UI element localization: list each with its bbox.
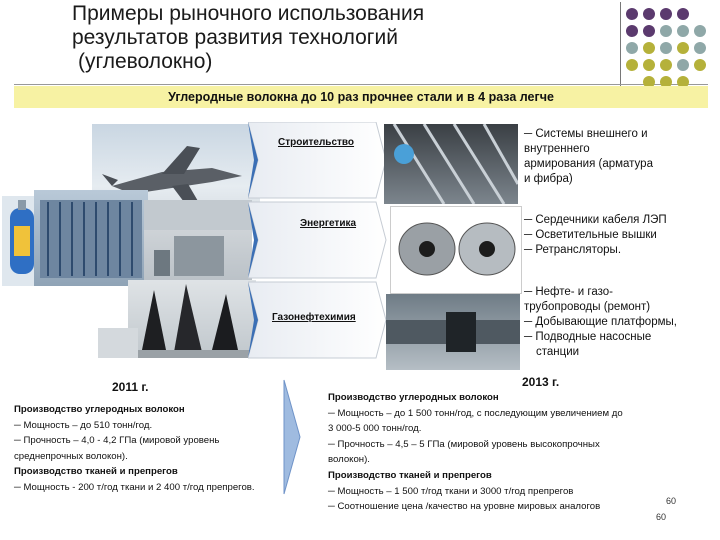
prod-line: Производство углеродных волокон (14, 404, 185, 415)
prod-line: ─ Мощность – до 1 500 тонн/год, с последующим увеличением до (328, 407, 623, 419)
dot-icon (626, 25, 638, 37)
factory-hall-photo (144, 200, 252, 286)
dot-icon (677, 8, 689, 20)
dot-icon (677, 25, 689, 37)
prod-line: ─ Мощность - 200 т/год ткани и 2 400 т/год препрегов. (14, 481, 255, 493)
title-line-1: Примеры рыночного использования (72, 2, 425, 25)
title-divider-vertical (620, 2, 621, 88)
slide-title (72, 2, 592, 74)
dot-icon (694, 59, 706, 71)
bullet-line: ─ Системы внешнего и (524, 128, 648, 140)
bullet-line: внутреннего (524, 143, 590, 155)
dot-icon (626, 8, 638, 20)
reinforcement-photo (384, 124, 518, 204)
dot-icon (626, 59, 638, 71)
dot-icon (660, 42, 672, 54)
dot-icon (694, 42, 706, 54)
prod-line: среднепрочных волокон). (14, 450, 128, 462)
dot-icon (677, 59, 689, 71)
dot-icon (694, 25, 706, 37)
title-line-3: (углеволокно) (78, 50, 213, 73)
dot-icon (626, 42, 638, 54)
dot-icon (660, 59, 672, 71)
bullet-line: ─ Добывающие платформы, (524, 316, 677, 328)
prod-line: ─ Мощность – 1 500 т/год ткани и 3000 т/год препрегов (328, 485, 574, 497)
carbon-parts-photo (128, 280, 256, 358)
bullets-energy (524, 213, 667, 258)
pipeline-repair-photo (386, 294, 520, 370)
bullet-line: ─ Сердечники кабеля ЛЭП (524, 214, 667, 226)
dot-icon (660, 8, 672, 20)
dot-icon (643, 59, 655, 71)
page-number: 60 (666, 496, 677, 506)
dot-icon (643, 8, 655, 20)
bullet-line: ─ Нефте- и газо- (524, 286, 614, 298)
prod-line: Производство тканей и препрегов (328, 469, 492, 481)
workshop-photo (98, 328, 138, 358)
prod-line: ─ Соотношение цена /качество на уровне мировых аналогов (328, 501, 601, 513)
bullets-petrochemical (524, 285, 677, 360)
bullet-line: ─ Осветительные вышки (524, 229, 657, 241)
production-2011 (14, 402, 255, 496)
prod-line: Производство углеродных волокон (328, 392, 499, 403)
dot-icon (643, 25, 655, 37)
prod-line: Производство тканей и препрегов (14, 466, 178, 478)
bullet-line: и фибра) (524, 173, 573, 185)
year-2013: 2013 г. (522, 375, 560, 389)
sector-label-energy: Энергетика (300, 218, 357, 229)
dot-icon (677, 42, 689, 54)
bullet-line: ─ Ретрансляторы. (524, 244, 622, 256)
dot-icon (643, 42, 655, 54)
sector-arrow-panels (248, 122, 388, 372)
production-2013 (328, 390, 623, 515)
title-line-2: результатов развития технологий (72, 26, 398, 49)
prod-line: 3 000-5 000 тонн/год. (328, 423, 422, 435)
bullet-line: трубопроводы (ремонт) (524, 301, 651, 313)
page-number: 60 (656, 512, 667, 522)
cable-cross-section-photo (390, 206, 522, 294)
sector-label-petrochemical: Газонефтехимия (272, 312, 356, 323)
dot-icon (660, 25, 672, 37)
prod-line: ─ Мощность – до 510 тонн/год. (14, 419, 153, 431)
bullet-line: армирования (арматура (524, 158, 653, 170)
transition-arrow-icon (282, 378, 302, 496)
year-2011: 2011 г. (112, 380, 149, 394)
production-line-photo (34, 190, 148, 286)
bullet-line: ─ Подводные насосные (524, 331, 652, 343)
bullet-line: станции (536, 346, 580, 358)
sector-label-construction: Строительство (278, 137, 355, 148)
prod-line: ─ Прочность – 4,0 - 4,2 ГПа (мировой уровень (14, 435, 220, 447)
prod-line: ─ Прочность – 4,5 – 5 ГПа (мировой уровень высокопрочных (328, 438, 600, 450)
bullets-construction (524, 127, 653, 187)
prod-line: волокон). (328, 454, 370, 466)
title-divider-horizontal (14, 84, 708, 85)
headline-banner: Углеродные волокна до 10 раз прочнее стали и в 4 раза легче (14, 86, 708, 108)
